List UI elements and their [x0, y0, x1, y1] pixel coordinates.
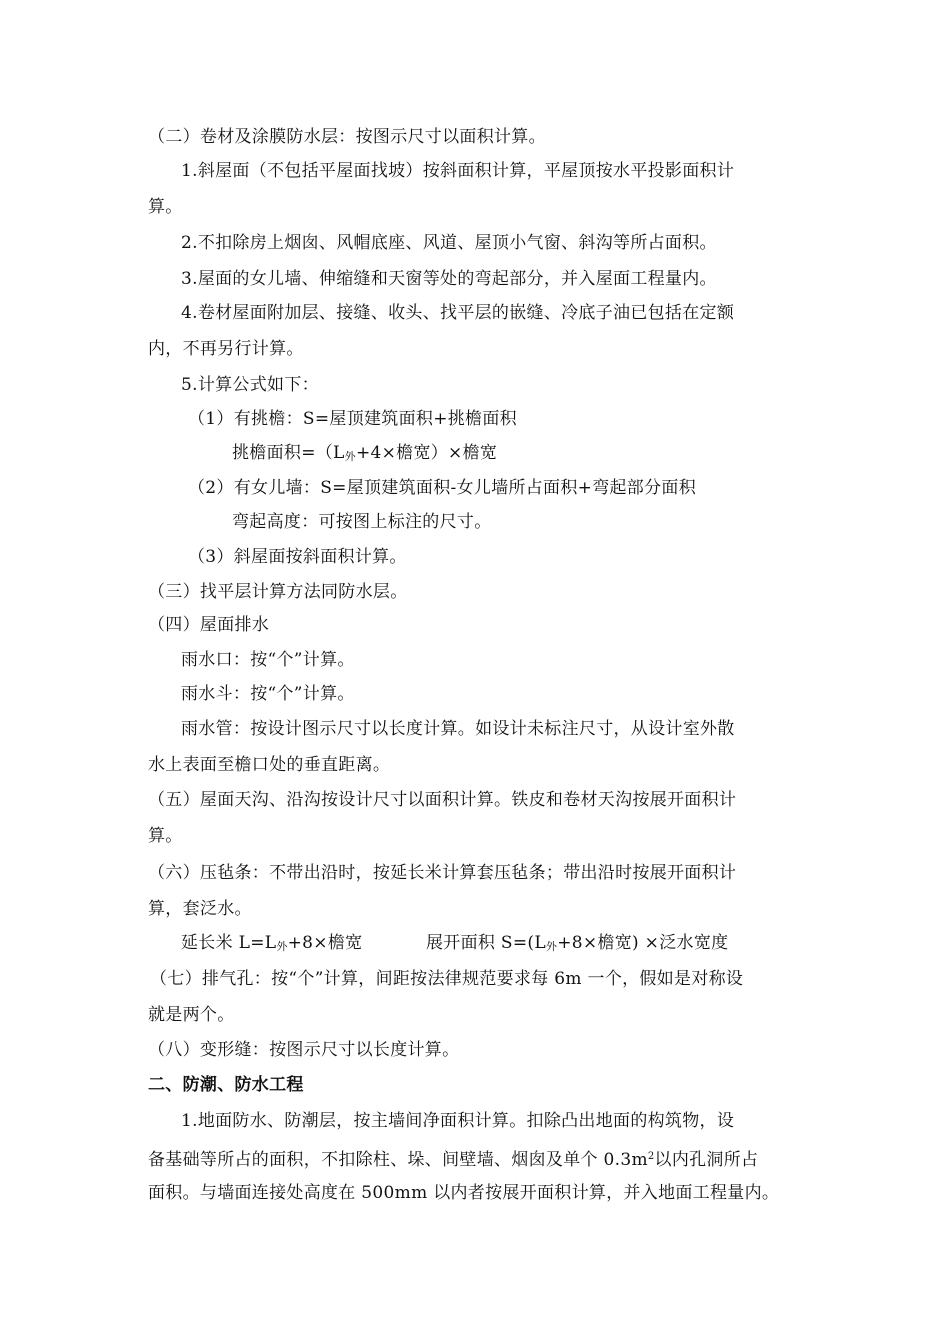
paragraph-line: 1.地面防水、防潮层，按主墙间净面积计算。扣除凸出地面的构筑物，设: [181, 1111, 735, 1131]
section-heading-drainage: （四）屋面排水: [148, 615, 270, 635]
paragraph-line: 4.卷材屋面附加层、接缝、收头、找平层的嵌缝、冷底子油已包括在定额: [181, 303, 735, 323]
paragraph-line: 2.不扣除房上烟囱、风帽底座、风道、屋顶小气窗、斜沟等所占面积。: [181, 233, 717, 253]
formula-line: 挑檐面积$=(L_外+4\times$檐宽）×檐宽: [232, 443, 498, 463]
paragraph-line: 算。: [148, 197, 183, 217]
formula-line: 延长米 $L=L_外+8\times$檐宽: [181, 933, 363, 953]
section-heading-vent: （七）排气孔：按“个”计算，间距按法律规范要求每 6m 一个，假如是对称设: [150, 969, 744, 989]
paragraph-line: 雨水口：按“个”计算。: [181, 650, 355, 670]
chapter-heading: 二、防潮、防水工程: [148, 1075, 304, 1095]
paragraph-line: 水上表面至檐口处的垂直距离。: [148, 755, 391, 775]
formula-line: 弯起高度：可按图上标注的尺寸。: [232, 512, 492, 532]
paragraph-line: 面积。与墙面连接处高度在 500mm 以内者按展开面积计算，并入地面工程量内。: [148, 1183, 780, 1203]
formula-line: （3）斜屋面按斜面积计算。: [188, 547, 407, 567]
paragraph-line: 1.斜屋面（不包括平屋面找坡）按斜面积计算，平屋顶按水平投影面积计: [181, 161, 735, 181]
section-heading-felt-strip: （六）压毡条：不带出沿时，按延长米计算套压毡条；带出沿时按展开面积计: [148, 863, 737, 883]
section-heading-membrane: （二）卷材及涂膜防水层：按图示尺寸以面积计算。: [148, 127, 546, 147]
section-heading-gutter: （五）屋面天沟、沿沟按设计尺寸以面积计算。铁皮和卷材天沟按展开面积计: [148, 790, 737, 810]
paragraph-line: 雨水管：按设计图示尺寸以长度计算。如设计未标注尺寸，从设计室外散: [181, 719, 735, 739]
paragraph-line: 3.屋面的女儿墙、伸缩缝和天窗等处的弯起部分，并入屋面工程量内。: [181, 269, 717, 289]
formula-line: 展开面积 $S=(L_外+8\times$檐宽) ×泛水宽度: [426, 933, 729, 953]
formula-line: （1）有挑檐：S=屋顶建筑面积+挑檐面积: [188, 409, 517, 429]
section-heading-joint: （八）变形缝：按图示尺寸以长度计算。: [148, 1040, 460, 1060]
paragraph-line: 内，不再另行计算。: [148, 339, 304, 359]
paragraph-line: 5.计算公式如下：: [181, 375, 319, 395]
section-heading-leveling: （三）找平层计算方法同防水层。: [148, 582, 408, 602]
paragraph-line: 雨水斗：按“个”计算。: [181, 684, 355, 704]
formula-line: （2）有女儿墙：S=屋顶建筑面积-女儿墙所占面积+弯起部分面积: [188, 478, 696, 498]
paragraph-line: 算。: [148, 826, 183, 846]
paragraph-line: 就是两个。: [148, 1005, 235, 1025]
paragraph-line: 算，套泛水。: [148, 899, 252, 919]
paragraph-line: 备基础等所占的面积，不扣除柱、垛、间壁墙、烟囱及单个 $0.3m^2$以内孔洞所占: [148, 1150, 759, 1170]
